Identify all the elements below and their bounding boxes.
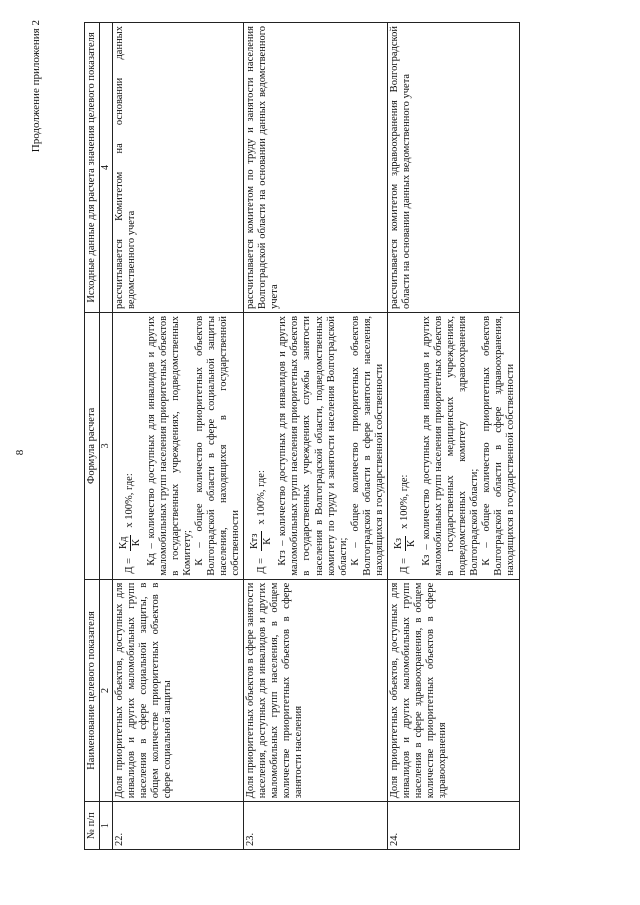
formula-expression: [118, 473, 143, 573]
fraction: [393, 536, 418, 551]
formula-cell: [387, 312, 519, 579]
row-number: 24.: [387, 802, 519, 850]
table-row: [112, 23, 244, 850]
fraction-denominator: К: [405, 539, 417, 547]
header-formula: Формула расчета: [85, 312, 100, 579]
formula-rhs: x 100%, где:: [124, 473, 136, 528]
col-number: 1: [100, 802, 113, 850]
col-number: 4: [100, 23, 113, 313]
fraction: [118, 535, 143, 551]
fraction-denominator: К: [130, 539, 142, 547]
fraction-denominator: К: [262, 537, 274, 545]
row-number: 23.: [244, 802, 388, 850]
fraction-numerator: Ктз: [249, 531, 262, 550]
formula-explanation: К – общее количество приоритетных объектов Волгоградской области в сфере социальной защиты населения, находящихся в государственной собственности: [193, 315, 242, 576]
header-row: [85, 23, 100, 850]
continuation-note: Продолжение приложения 2: [30, 20, 42, 153]
formula-explanation: Кз – количество доступных для инвалидов и других маломобильных групп населения приоритетных объектов в государственных медицинских учреждениях, подведомственных комитету здравоохранения Волгоградской области;: [421, 315, 481, 576]
formula-explanation: К – общее количество приоритетных объектов Волгоградской области в сфере занятости населения, находящихся в государственной собственности: [349, 315, 385, 576]
formula-explanation: Ктз – количество доступных для инвалидов и других маломобильных групп населения приоритетных объектов в государственных учреждениях службы занятости населения в Волгоградской области, подведомственных комитету по труду и занятости населения Волгоградской области;: [277, 315, 349, 576]
formula-expression: [393, 475, 418, 574]
table-row: [244, 23, 388, 850]
indicator-name: Доля приоритетных объектов в сфере занятости населения, доступных для инвалидов и других маломобильных групп населения, в общем количестве приоритетных объектов в сфере занятости населения: [244, 579, 388, 802]
formula-explanation: К – общее количество приоритетных объектов Волгоградской области в сфере здравоохранения, находящихся в государственной собственности: [481, 315, 517, 576]
formula-explanation: Кд – количество доступных для инвалидов и других маломобильных групп населения приоритетных объектов в государственных учреждениях, подведомственных Комитету;: [145, 315, 193, 576]
indicator-name: Доля приоритетных объектов, доступных для инвалидов и других маломобильных групп населения в сфере здравоохранения, в общем количестве приоритетных объектов в сфере здравоохранения: [387, 579, 519, 802]
source-data: рассчитывается Комитетом на основании данных ведомственного учета: [112, 23, 244, 313]
fraction-numerator: Кз: [393, 536, 406, 551]
formula-lhs: Д =: [255, 557, 267, 574]
formula-cell: [244, 312, 388, 579]
col-number: 3: [100, 312, 113, 579]
formula-lhs: Д =: [399, 557, 411, 574]
formula-expression: [249, 470, 274, 574]
formula-cell: [112, 312, 244, 579]
row-number: 22.: [112, 802, 244, 850]
col-number: 2: [100, 579, 113, 802]
formula-lhs: Д =: [124, 557, 136, 574]
header-no: № п/п: [85, 802, 100, 850]
formula-rhs: x 100%, где:: [399, 474, 411, 529]
page-number: 8: [14, 449, 26, 456]
column-number-row: [100, 23, 113, 850]
table-row: [387, 23, 519, 850]
fraction-numerator: Кд: [118, 535, 131, 551]
indicator-name: Доля приоритетных объектов, доступных для инвалидов и других маломобильных групп населения в сфере социальной защиты, в общем количестве приоритетных объектов в сфере социальной защиты: [112, 579, 244, 802]
source-data: рассчитывается комитетом по труду и занятости населения Волгоградской области на основании данных ведомственного учета: [244, 23, 388, 313]
source-data: рассчитывается комитетом здравоохранения Волгоградской области на основании данных ведомственного учета: [387, 23, 519, 313]
fraction: [249, 531, 274, 550]
indicators-table: [84, 22, 520, 850]
formula-rhs: x 100%, где:: [255, 470, 267, 525]
header-name: Наименование целевого показателя: [85, 579, 100, 802]
header-source: Исходные данные для расчета значения целевого показателя: [85, 23, 100, 313]
